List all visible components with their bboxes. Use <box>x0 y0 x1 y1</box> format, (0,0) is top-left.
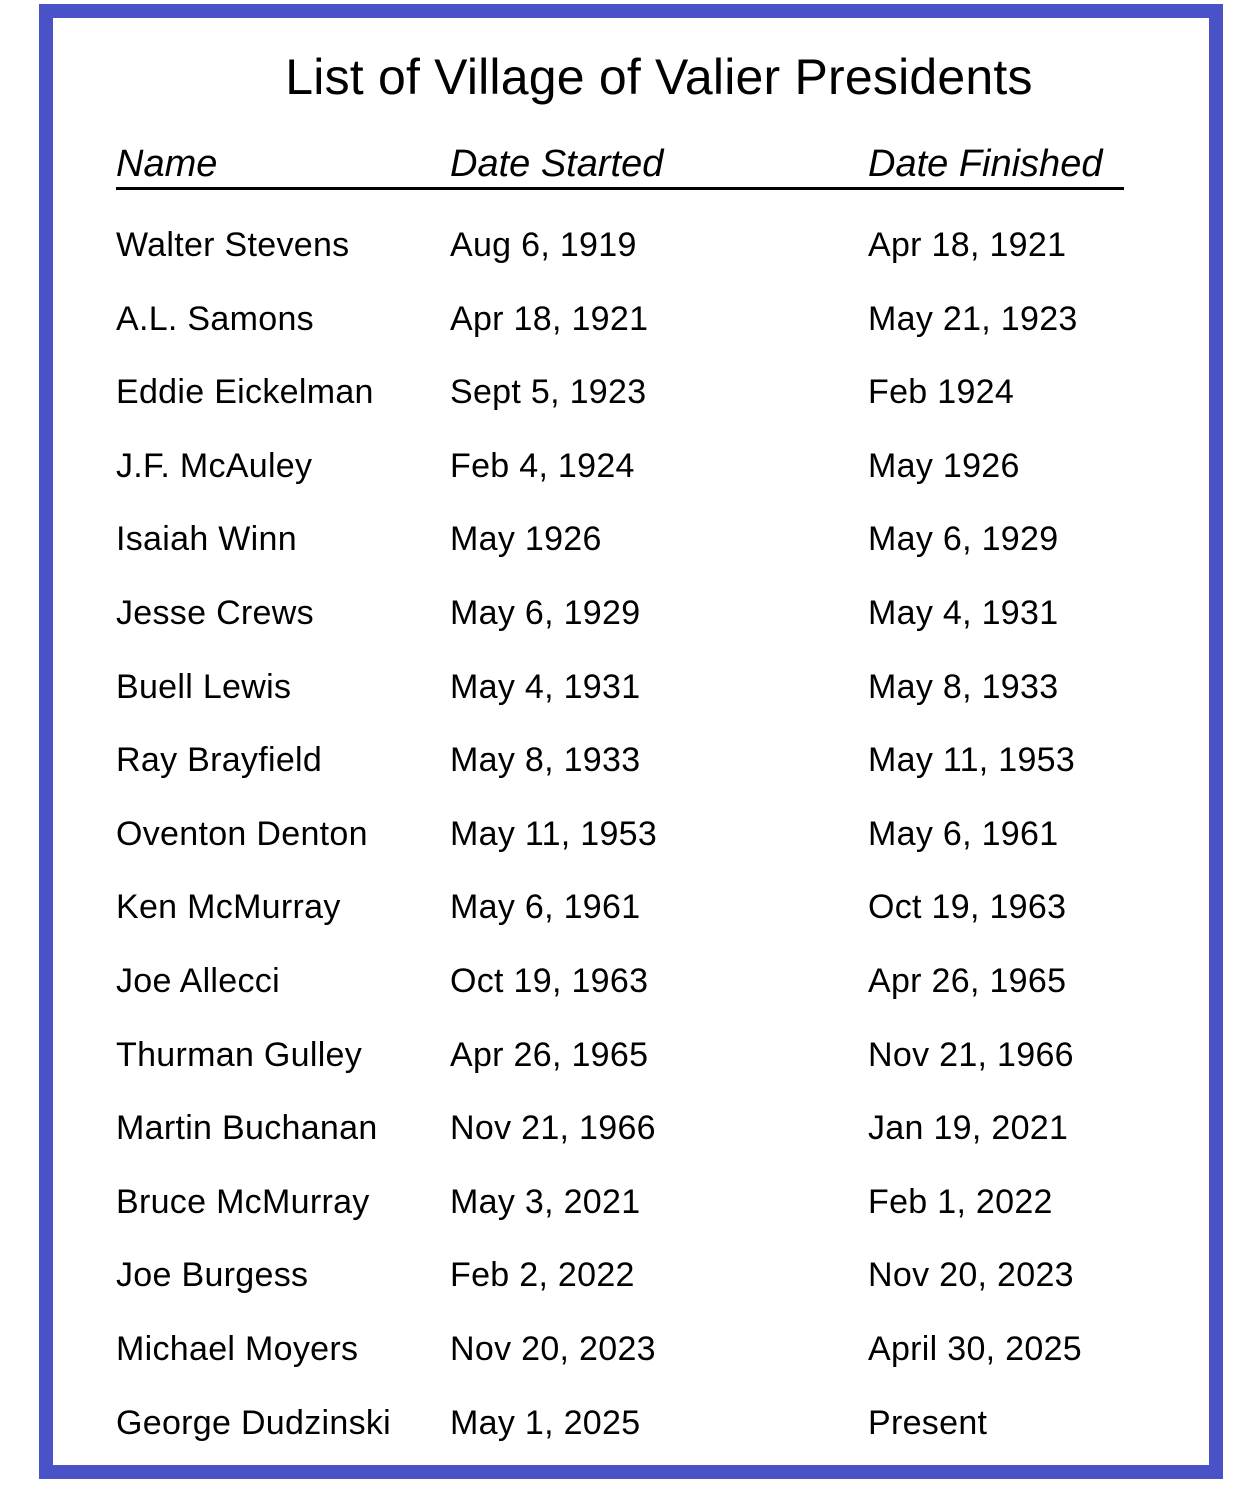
president-name: Joe Allecci <box>116 961 280 1000</box>
table-row <box>116 296 1124 370</box>
date-finished: Jan 19, 2021 <box>868 1109 1069 1148</box>
date-started: May 1, 2025 <box>450 1403 641 1442</box>
table-row <box>116 1032 1124 1106</box>
date-finished: Nov 20, 2023 <box>868 1256 1074 1295</box>
president-name: Ken McMurray <box>116 888 341 927</box>
date-started: Aug 6, 1919 <box>450 226 637 264</box>
table-row <box>116 1252 1124 1326</box>
date-started: May 4, 1931 <box>450 667 641 706</box>
president-name: Joe Burgess <box>116 1256 309 1295</box>
president-name: Isaiah Winn <box>116 520 297 559</box>
president-name: A.L. Samons <box>116 299 314 338</box>
table-row <box>116 1179 1124 1253</box>
table-row <box>116 664 1124 738</box>
presidents-table <box>116 222 1124 1473</box>
date-started: May 1926 <box>450 520 602 559</box>
table-row <box>116 1400 1124 1474</box>
date-started: Feb 4, 1924 <box>450 446 635 485</box>
date-started: May 11, 1953 <box>450 814 658 853</box>
president-name: Martin Buchanan <box>116 1109 378 1148</box>
date-finished: Feb 1924 <box>868 373 1015 412</box>
header-date-started: Date Started <box>450 143 664 185</box>
president-name: Bruce McMurray <box>116 1182 370 1221</box>
table-row <box>116 443 1124 517</box>
date-finished: Apr 26, 1965 <box>868 961 1067 1000</box>
table-row <box>116 369 1124 443</box>
date-finished: May 6, 1929 <box>868 520 1059 559</box>
date-finished: Feb 1, 2022 <box>868 1182 1053 1221</box>
date-started: Oct 19, 1963 <box>450 961 649 1000</box>
date-finished: May 11, 1953 <box>868 741 1076 780</box>
date-finished: April 30, 2025 <box>868 1329 1083 1368</box>
date-started: Sept 5, 1923 <box>450 373 647 412</box>
table-row <box>116 811 1124 885</box>
president-name: Thurman Gulley <box>116 1035 363 1074</box>
table-row <box>116 884 1124 958</box>
date-started: Apr 18, 1921 <box>450 299 649 338</box>
header-date-finished: Date Finished <box>868 143 1103 185</box>
table-row <box>116 958 1124 1032</box>
date-finished: May 1926 <box>868 446 1020 485</box>
date-started: May 6, 1961 <box>450 888 641 927</box>
date-finished: May 4, 1931 <box>868 593 1059 632</box>
table-row <box>116 516 1124 590</box>
header-name: Name <box>116 143 218 185</box>
table-header <box>116 141 1124 190</box>
date-started: Feb 2, 2022 <box>450 1256 635 1295</box>
table-row <box>116 1326 1124 1400</box>
president-name: Eddie Eickelman <box>116 373 374 412</box>
date-finished: Nov 21, 1966 <box>868 1035 1074 1074</box>
president-name: Jesse Crews <box>116 593 314 632</box>
date-started: Apr 26, 1965 <box>450 1035 649 1074</box>
date-started: Nov 21, 1966 <box>450 1109 656 1148</box>
document-title: List of Village of Valier Presidents <box>285 49 1033 105</box>
president-name: Oventon Denton <box>116 814 368 853</box>
date-finished: Present <box>868 1403 988 1442</box>
date-started: May 3, 2021 <box>450 1182 641 1221</box>
president-name: Ray Brayfield <box>116 741 323 780</box>
date-started: Nov 20, 2023 <box>450 1329 656 1368</box>
table-row <box>116 1105 1124 1179</box>
president-name: Walter Stevens <box>116 226 350 264</box>
date-finished: Oct 19, 1963 <box>868 888 1067 927</box>
table-row <box>116 737 1124 811</box>
date-finished: Apr 18, 1921 <box>868 226 1067 264</box>
table-row <box>116 590 1124 664</box>
table-row <box>116 222 1124 296</box>
date-finished: May 8, 1933 <box>868 667 1059 706</box>
date-started: May 6, 1929 <box>450 593 641 632</box>
president-name: Michael Moyers <box>116 1329 359 1368</box>
president-name: J.F. McAuley <box>116 446 313 485</box>
date-started: May 8, 1933 <box>450 741 641 780</box>
date-finished: May 6, 1961 <box>868 814 1059 853</box>
president-name: Buell Lewis <box>116 667 292 706</box>
president-name: George Dudzinski <box>116 1403 392 1442</box>
date-finished: May 21, 1923 <box>868 299 1078 338</box>
